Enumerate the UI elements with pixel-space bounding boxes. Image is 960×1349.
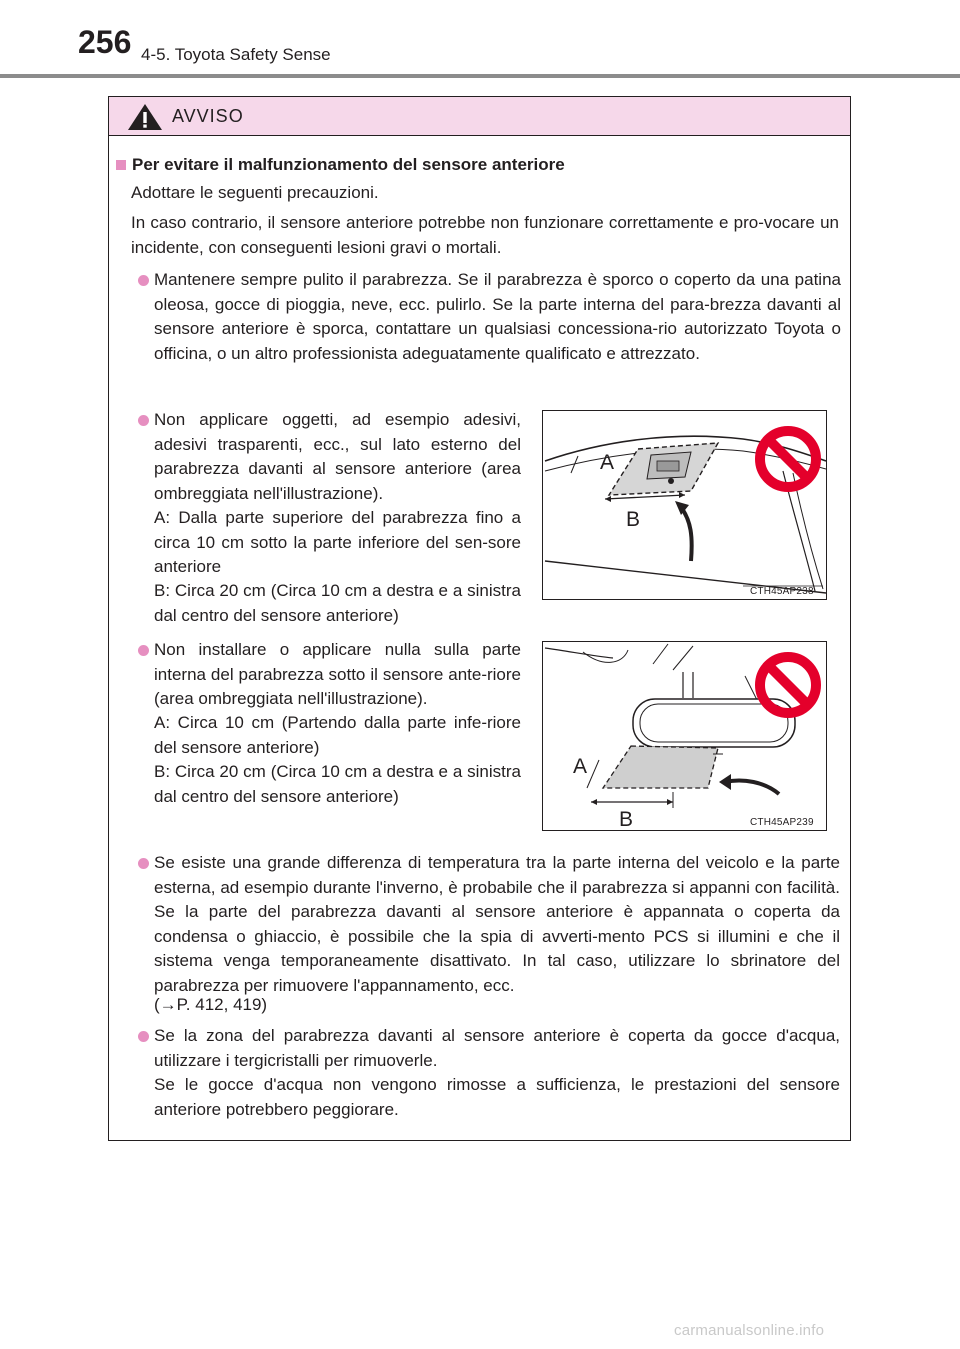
section-square-icon [116,160,126,170]
header-divider [0,74,960,78]
bullet-2-note-a: A: Dalla parte superiore del parabrezza fino a circa 10 cm sotto la parte inferiore del sen-sore anteriore [154,508,521,576]
bullet-5-extra: Se le gocce d'acqua non vengono rimosse a sufficienza, le prestazioni del sensore anteriore potrebbero peggiorare. [154,1075,840,1119]
bullet-2-text: Non applicare oggetti, ad esempio adesivi, adesivi trasparenti, ecc., sul lato esterno del parabrezza davanti al sensore anteriore (area ombreggiata nell'illustrazione). [154,410,521,503]
figure-code: CTH45AP238 [750,586,814,597]
bullet-2-note-b: B: Circa 20 cm (Circa 10 cm a destra e a sinistra dal centro del sensore anteriore) [154,581,521,625]
bullet-icon [138,858,149,869]
figure-label-b: B [626,508,641,531]
page-number: 256 [78,24,132,60]
bullet-1-text: Mantenere sempre pulito il parabrezza. Se il parabrezza è sporco o coperto da una patina oleosa, gocce di pioggia, neve, ecc. pulirlo. Se la parte interna del para-brezza davanti al sensore anteriore è sporca, contattare un qualsiasi concessiona-rio autorizzato Toyota o officina, o un altro professionista adeguatamente qualificato e attrezzato. [154,270,841,363]
page-header [0,0,960,80]
section-title: 4-5. Toyota Safety Sense [141,45,331,64]
figure-windshield-exterior [542,410,827,600]
bullet-icon [138,645,149,656]
prohibited-icon [753,424,823,494]
figure-windshield-interior [542,641,827,831]
prohibited-icon [753,650,823,720]
intro-text-1: Adottare le seguenti precauzioni. [131,183,379,202]
bullet-4-reference: (→P. 412, 419) [154,995,268,1014]
bullet-icon [138,275,149,286]
footer-watermark: carmanualsonline.info [674,1322,825,1339]
warning-box [108,96,851,1141]
bullet-icon [138,415,149,426]
warning-label: AVVISO [172,106,244,126]
bullet-icon [138,1031,149,1042]
warning-triangle-icon [127,103,163,131]
figure-label-a: A [573,755,588,778]
bullet-3-note-a: A: Circa 10 cm (Partendo dalla parte infe-riore del sensore anteriore) [154,713,521,757]
intro-text-2: In caso contrario, il sensore anteriore potrebbe non funzionare correttamente e pro-vocare un incidente, con conseguenti lesioni gravi o mortali. [131,213,839,257]
warning-heading: Per evitare il malfunzionamento del sensore anteriore [132,155,565,174]
figure-code: CTH45AP239 [750,817,814,828]
bullet-3-text: Non installare o applicare nulla sulla parte interna del parabrezza sotto il sensore ante-riore (area ombreggiata nell'illustrazione). [154,640,521,708]
figure-label-a: A [600,451,615,474]
bullet-5-text: Se la zona del parabrezza davanti al sensore anteriore è coperta da gocce d'acqua, utilizzare i tergicristalli per rimuoverle. [154,1026,840,1070]
bullet-3-note-b: B: Circa 20 cm (Circa 10 cm a destra e a sinistra dal centro del sensore anteriore) [154,762,521,806]
warning-header [109,97,850,136]
figure-label-b: B [619,808,634,831]
bullet-4-text: Se esiste una grande differenza di temperatura tra la parte interna del veicolo e la parte esterna, ad esempio durante l'inverno, è probabile che il parabrezza si appanni con facilità. Se la parte del parabrezza davanti al sensore anteriore è appannata o coperta da condensa o ghiaccio, è possibile che la spia di avverti-mento PCS si illumini e che il sistema venga temporaneamente disattivato. In tal caso, utilizzare lo sbrinatore del parabrezza per rimuovere l'appannamento, ecc. [154,853,840,995]
